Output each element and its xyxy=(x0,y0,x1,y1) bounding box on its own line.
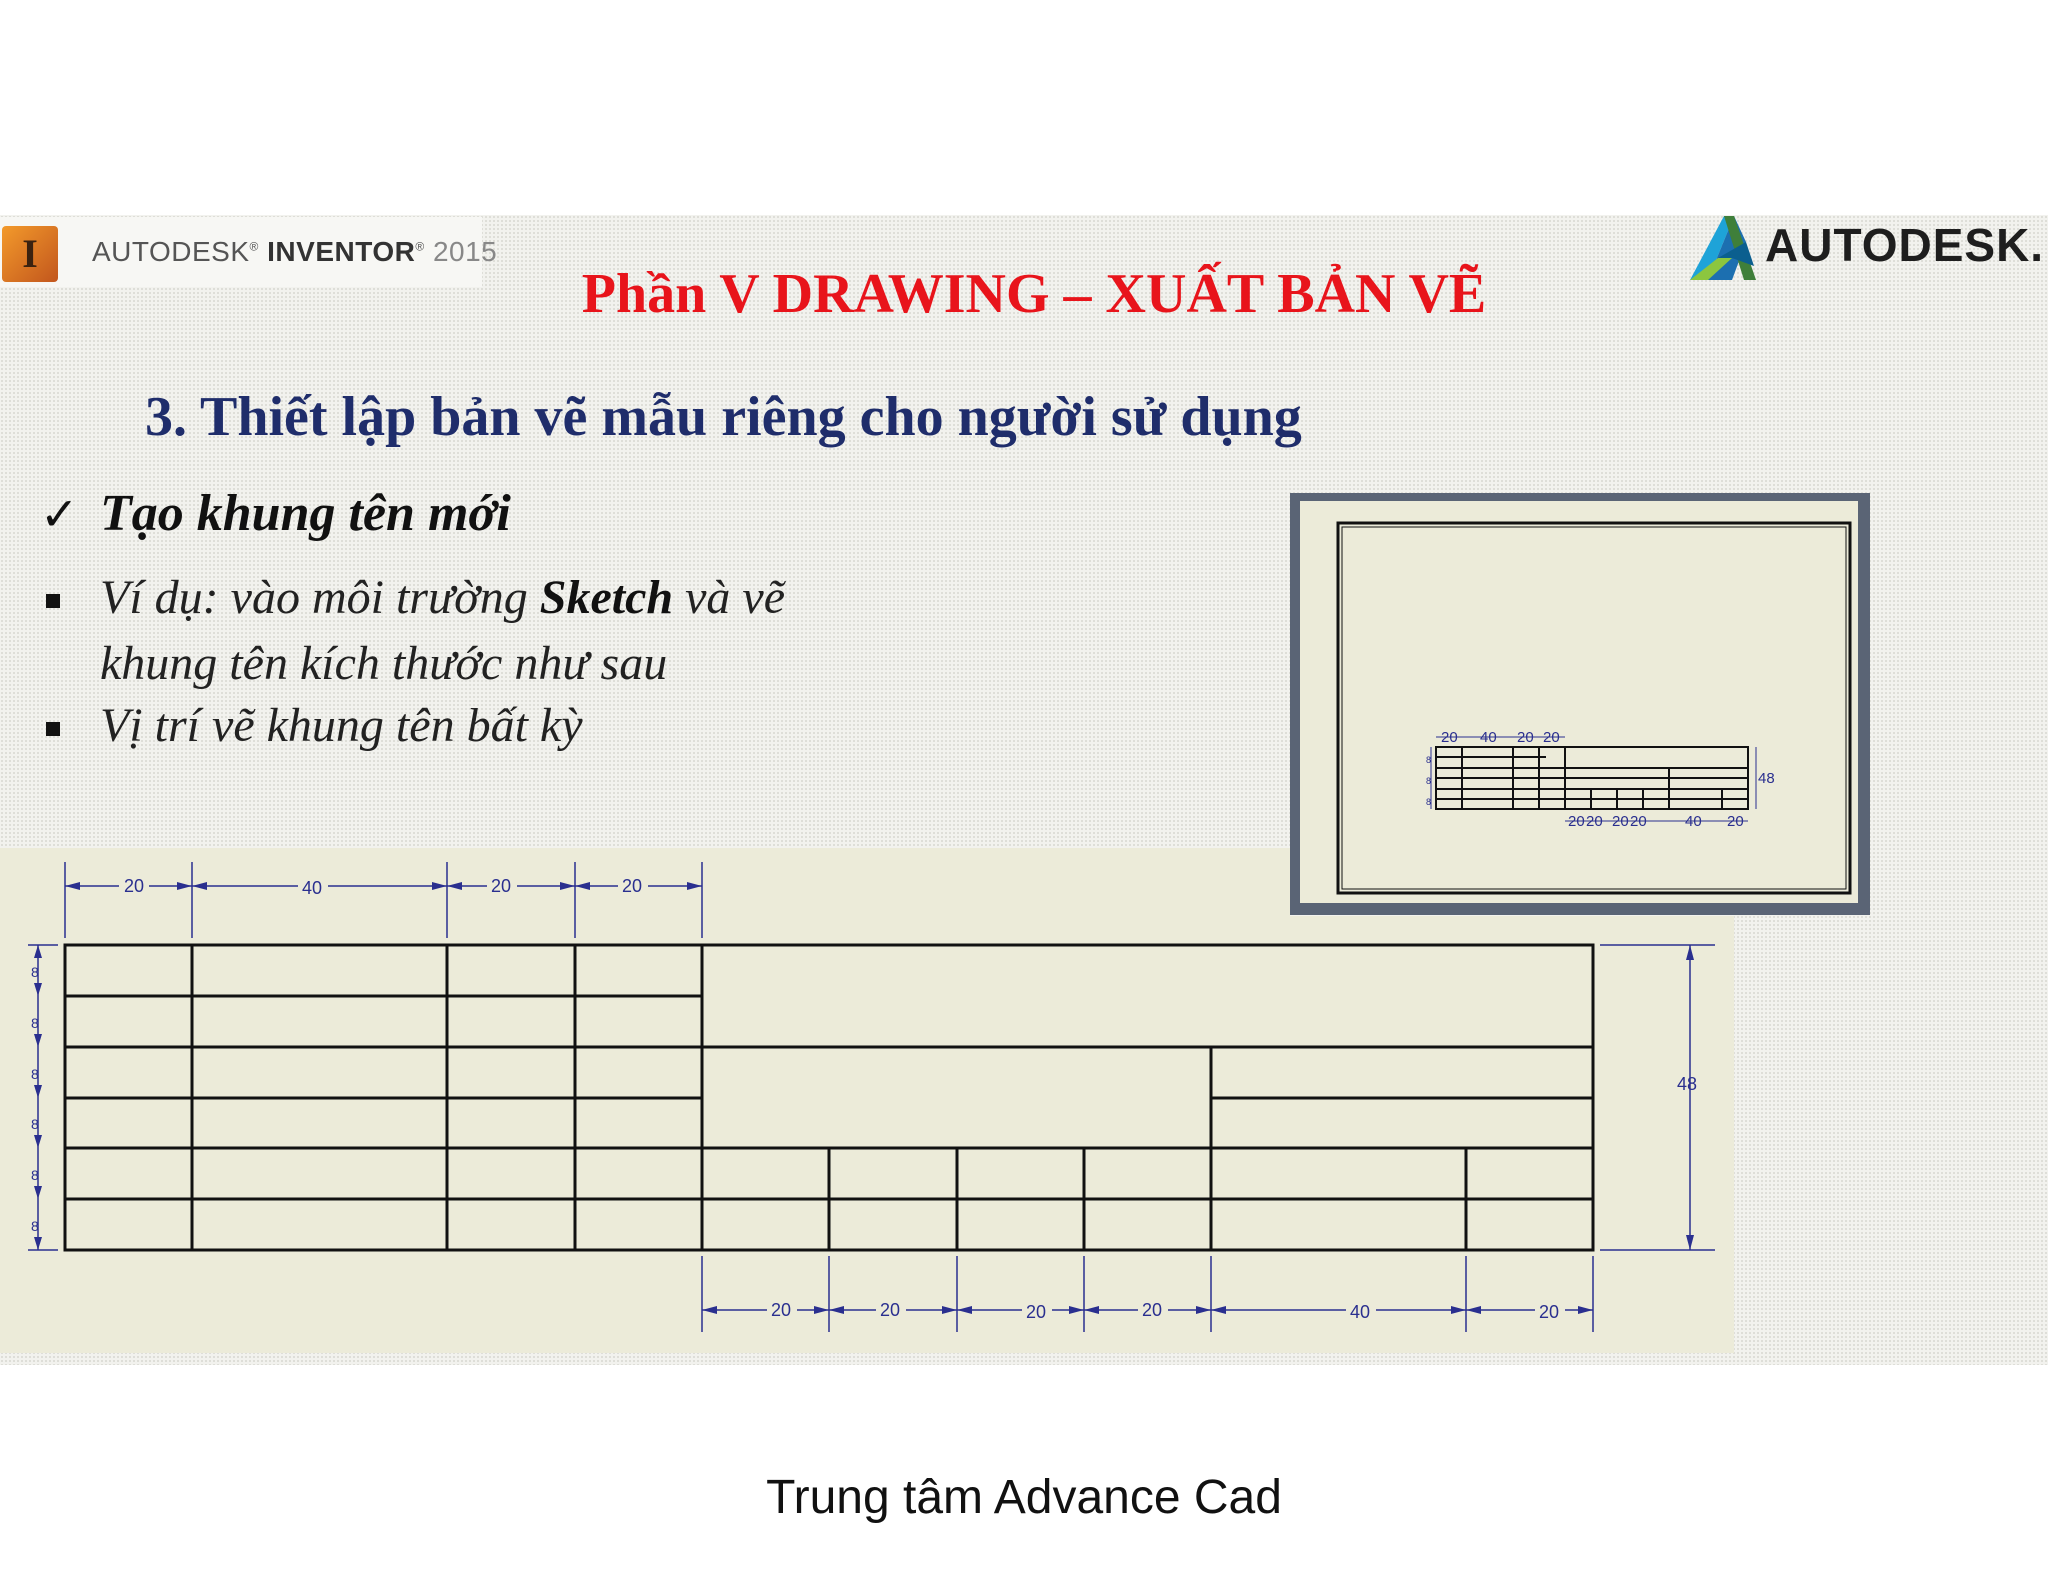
thumb-dim-row: 8 xyxy=(1426,797,1432,807)
product-year: 2015 xyxy=(432,236,498,267)
dim-bottom-6: 20 xyxy=(1539,1302,1560,1322)
dim-top-4: 20 xyxy=(622,876,643,896)
thumb-dim-top-3: 20 xyxy=(1517,729,1534,746)
dim-bottom-3: 20 xyxy=(1026,1302,1047,1322)
dim-bottom-5: 40 xyxy=(1350,1302,1371,1322)
thumb-dim-bottom-2: 20 xyxy=(1586,813,1603,830)
dim-row-4: 8 xyxy=(31,1116,39,1132)
thumb-dim-bottom-3: 20 xyxy=(1612,813,1629,830)
thumb-dim-top-2: 40 xyxy=(1480,729,1497,746)
dim-row-5: 8 xyxy=(31,1167,39,1183)
dim-top-1: 20 xyxy=(124,876,145,896)
slide-subtitle: 3. Thiết lập bản vẽ mẫu riêng cho người sử dụng xyxy=(145,386,1302,448)
thumb-dim-bottom-4: 20 xyxy=(1630,813,1647,830)
inventor-wordmark: AUTODESK® INVENTOR® 2015 xyxy=(92,236,498,267)
bullet-text-1: Ví dụ: vào môi trường Sketch và vẽ xyxy=(100,571,786,624)
dim-row-6: 8 xyxy=(31,1218,39,1234)
dim-bottom-2: 20 xyxy=(880,1300,901,1320)
dim-bottom-1: 20 xyxy=(771,1300,792,1320)
bullet-text-1-continued: khung tên kích thước như sau xyxy=(100,637,668,690)
bullet-square-icon xyxy=(46,722,60,736)
thumb-dim-row: 8 xyxy=(1426,776,1432,786)
dim-row-2: 8 xyxy=(31,1015,39,1031)
product-name: INVENTOR xyxy=(267,236,416,267)
dim-top-2: 40 xyxy=(302,878,323,898)
inventor-icon: I xyxy=(2,226,58,282)
section-heading: Tạo khung tên mới xyxy=(100,485,511,542)
title-block-sketch xyxy=(0,848,1734,1353)
thumb-dim-bottom-6: 20 xyxy=(1727,813,1744,830)
autodesk-wordmark: AUTODESK. xyxy=(1765,219,2045,271)
thumb-dim-height: 48 xyxy=(1758,770,1775,787)
thumb-dim-top-1: 20 xyxy=(1441,729,1458,746)
sketch-canvas xyxy=(0,848,1734,1353)
thumb-dim-bottom-1: 20 xyxy=(1568,813,1585,830)
brand-text: AUTODESK xyxy=(92,236,250,267)
footer-text: Trung tâm Advance Cad xyxy=(766,1471,1282,1524)
slide-title: Phần V DRAWING – XUẤT BẢN VẼ xyxy=(581,263,1487,325)
dim-top-3: 20 xyxy=(491,876,512,896)
thumb-dim-top-4: 20 xyxy=(1543,729,1560,746)
dim-row-1: 8 xyxy=(31,964,39,980)
thumbnail-sheet xyxy=(1300,501,1858,903)
dim-height: 48 xyxy=(1677,1074,1698,1094)
bullet-text-2: Vị trí vẽ khung tên bất kỳ xyxy=(100,699,583,752)
dim-bottom-4: 20 xyxy=(1142,1300,1163,1320)
thumb-dim-row: 8 xyxy=(1426,755,1432,765)
thumb-dim-bottom-5: 40 xyxy=(1685,813,1702,830)
check-icon: ✓ xyxy=(40,487,79,541)
bullet-square-icon xyxy=(46,594,60,608)
dim-row-3: 8 xyxy=(31,1066,39,1082)
